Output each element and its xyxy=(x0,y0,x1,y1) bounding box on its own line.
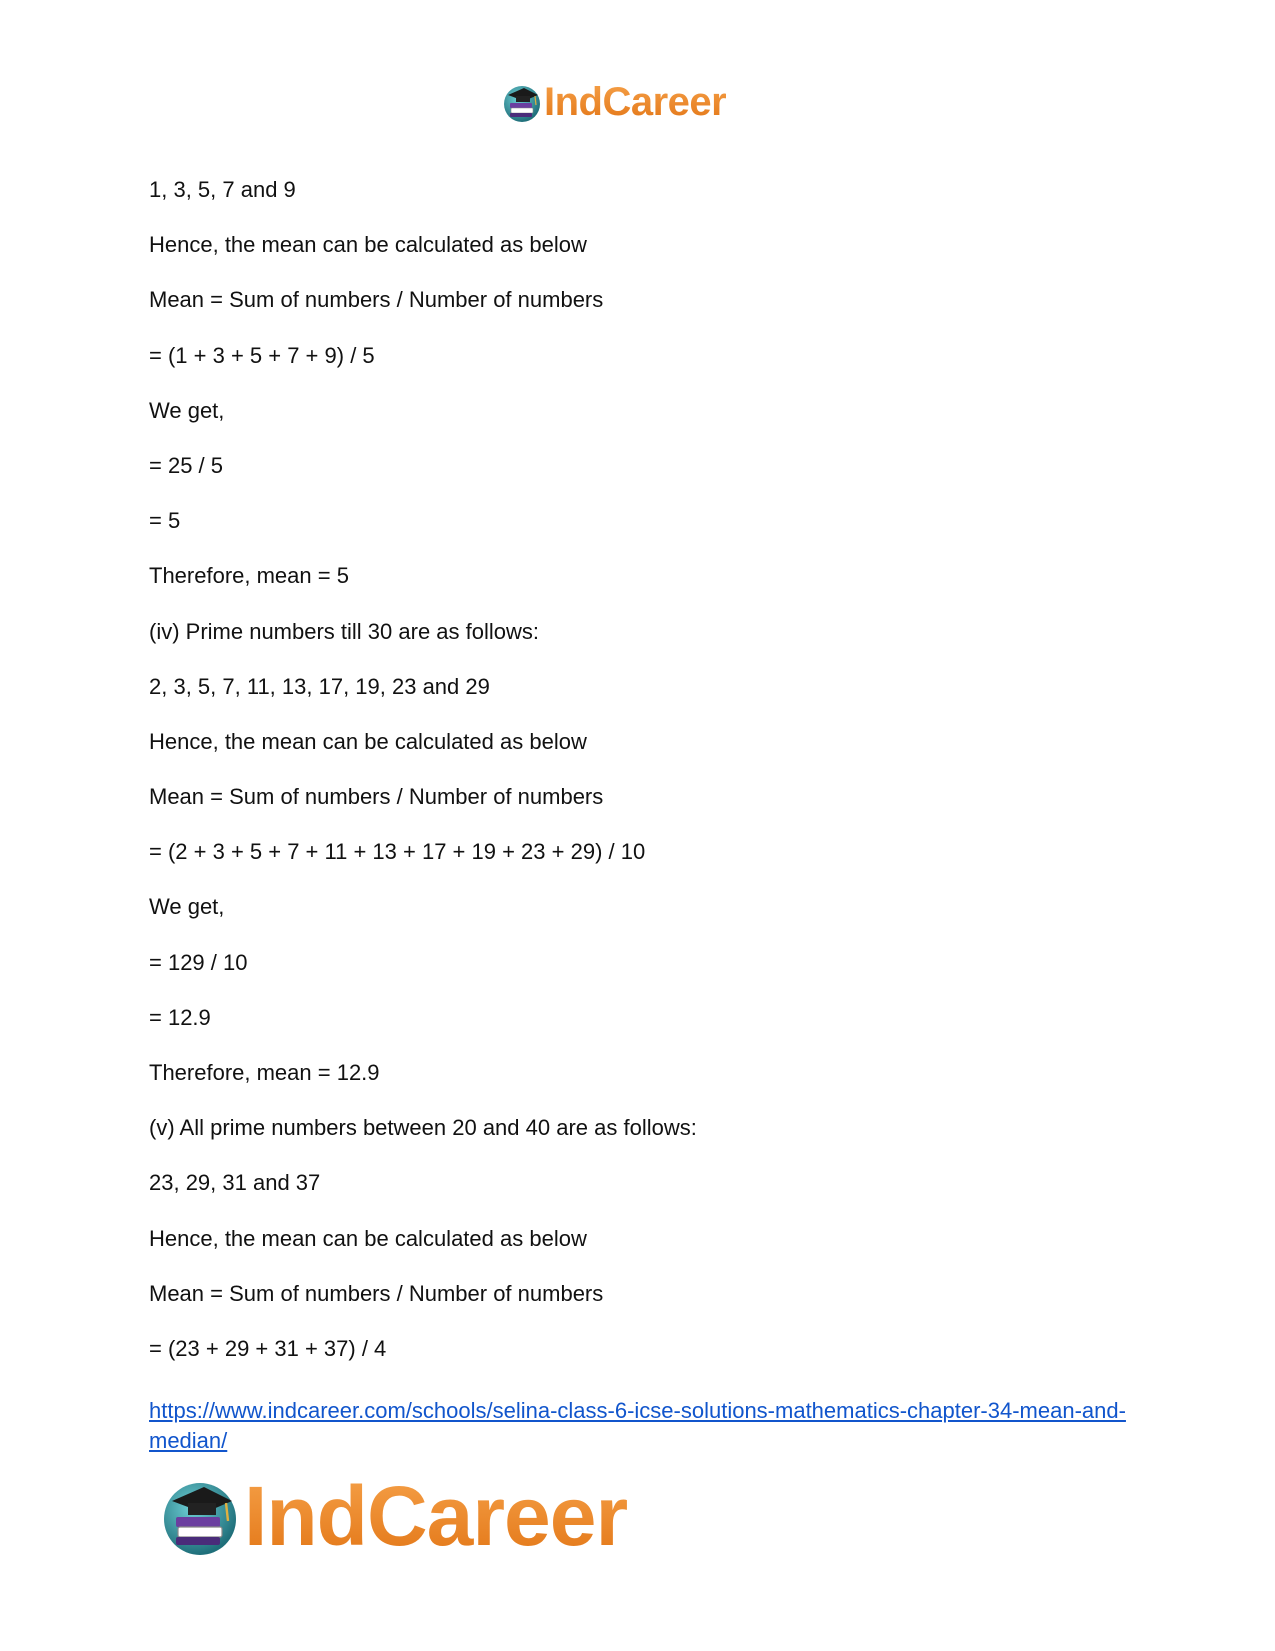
graduation-cap-books-globe-icon xyxy=(160,1477,240,1557)
text-line: Hence, the mean can be calculated as below xyxy=(149,728,587,754)
header-logo-text: IndCareer xyxy=(544,80,727,124)
text-line: 2, 3, 5, 7, 11, 13, 17, 19, 23 and 29 xyxy=(149,673,490,699)
text-line: = (23 + 29 + 31 + 37) / 4 xyxy=(149,1335,387,1361)
footer-logo-text: IndCareer xyxy=(244,1469,628,1563)
text-line: Hence, the mean can be calculated as below xyxy=(149,1225,587,1251)
text-line: Mean = Sum of numbers / Number of numbers xyxy=(149,1280,604,1306)
footer-logo xyxy=(160,1468,627,1565)
solution-text xyxy=(149,177,1129,1391)
text-line: (iv) Prime numbers till 30 are as follows: xyxy=(149,618,540,644)
text-line: Mean = Sum of numbers / Number of numbers xyxy=(149,287,604,313)
source-link[interactable]: https://www.indcareer.com/schools/selina-class-6-icse-solutions-mathematics-chapter-34-mean-and-median/ xyxy=(149,1398,1126,1453)
text-line: = 129 / 10 xyxy=(149,949,248,975)
text-line: Therefore, mean = 5 xyxy=(149,563,349,589)
text-line: Therefore, mean = 12.9 xyxy=(149,1060,380,1085)
text-line: 1, 3, 5, 7 and 9 xyxy=(149,177,296,202)
graduation-cap-books-globe-icon xyxy=(502,83,542,123)
text-line: (v) All prime numbers between 20 and 40 are as follows: xyxy=(149,1115,697,1141)
text-line: = (1 + 3 + 5 + 7 + 9) / 5 xyxy=(149,342,375,368)
text-line: = 5 xyxy=(149,508,181,534)
text-line: Hence, the mean can be calculated as below xyxy=(149,232,587,258)
header-logo xyxy=(502,80,726,125)
text-line: We get, xyxy=(149,894,225,920)
text-line: 23, 29, 31 and 37 xyxy=(149,1170,321,1196)
text-line: We get, xyxy=(149,397,225,423)
text-line: = (2 + 3 + 5 + 7 + 11 + 13 + 17 + 19 + 23 + 29) / 10 xyxy=(149,839,646,865)
text-line: = 12.9 xyxy=(149,1004,211,1030)
text-line: Mean = Sum of numbers / Number of numbers xyxy=(149,784,604,810)
text-line: = 25 / 5 xyxy=(149,452,224,478)
